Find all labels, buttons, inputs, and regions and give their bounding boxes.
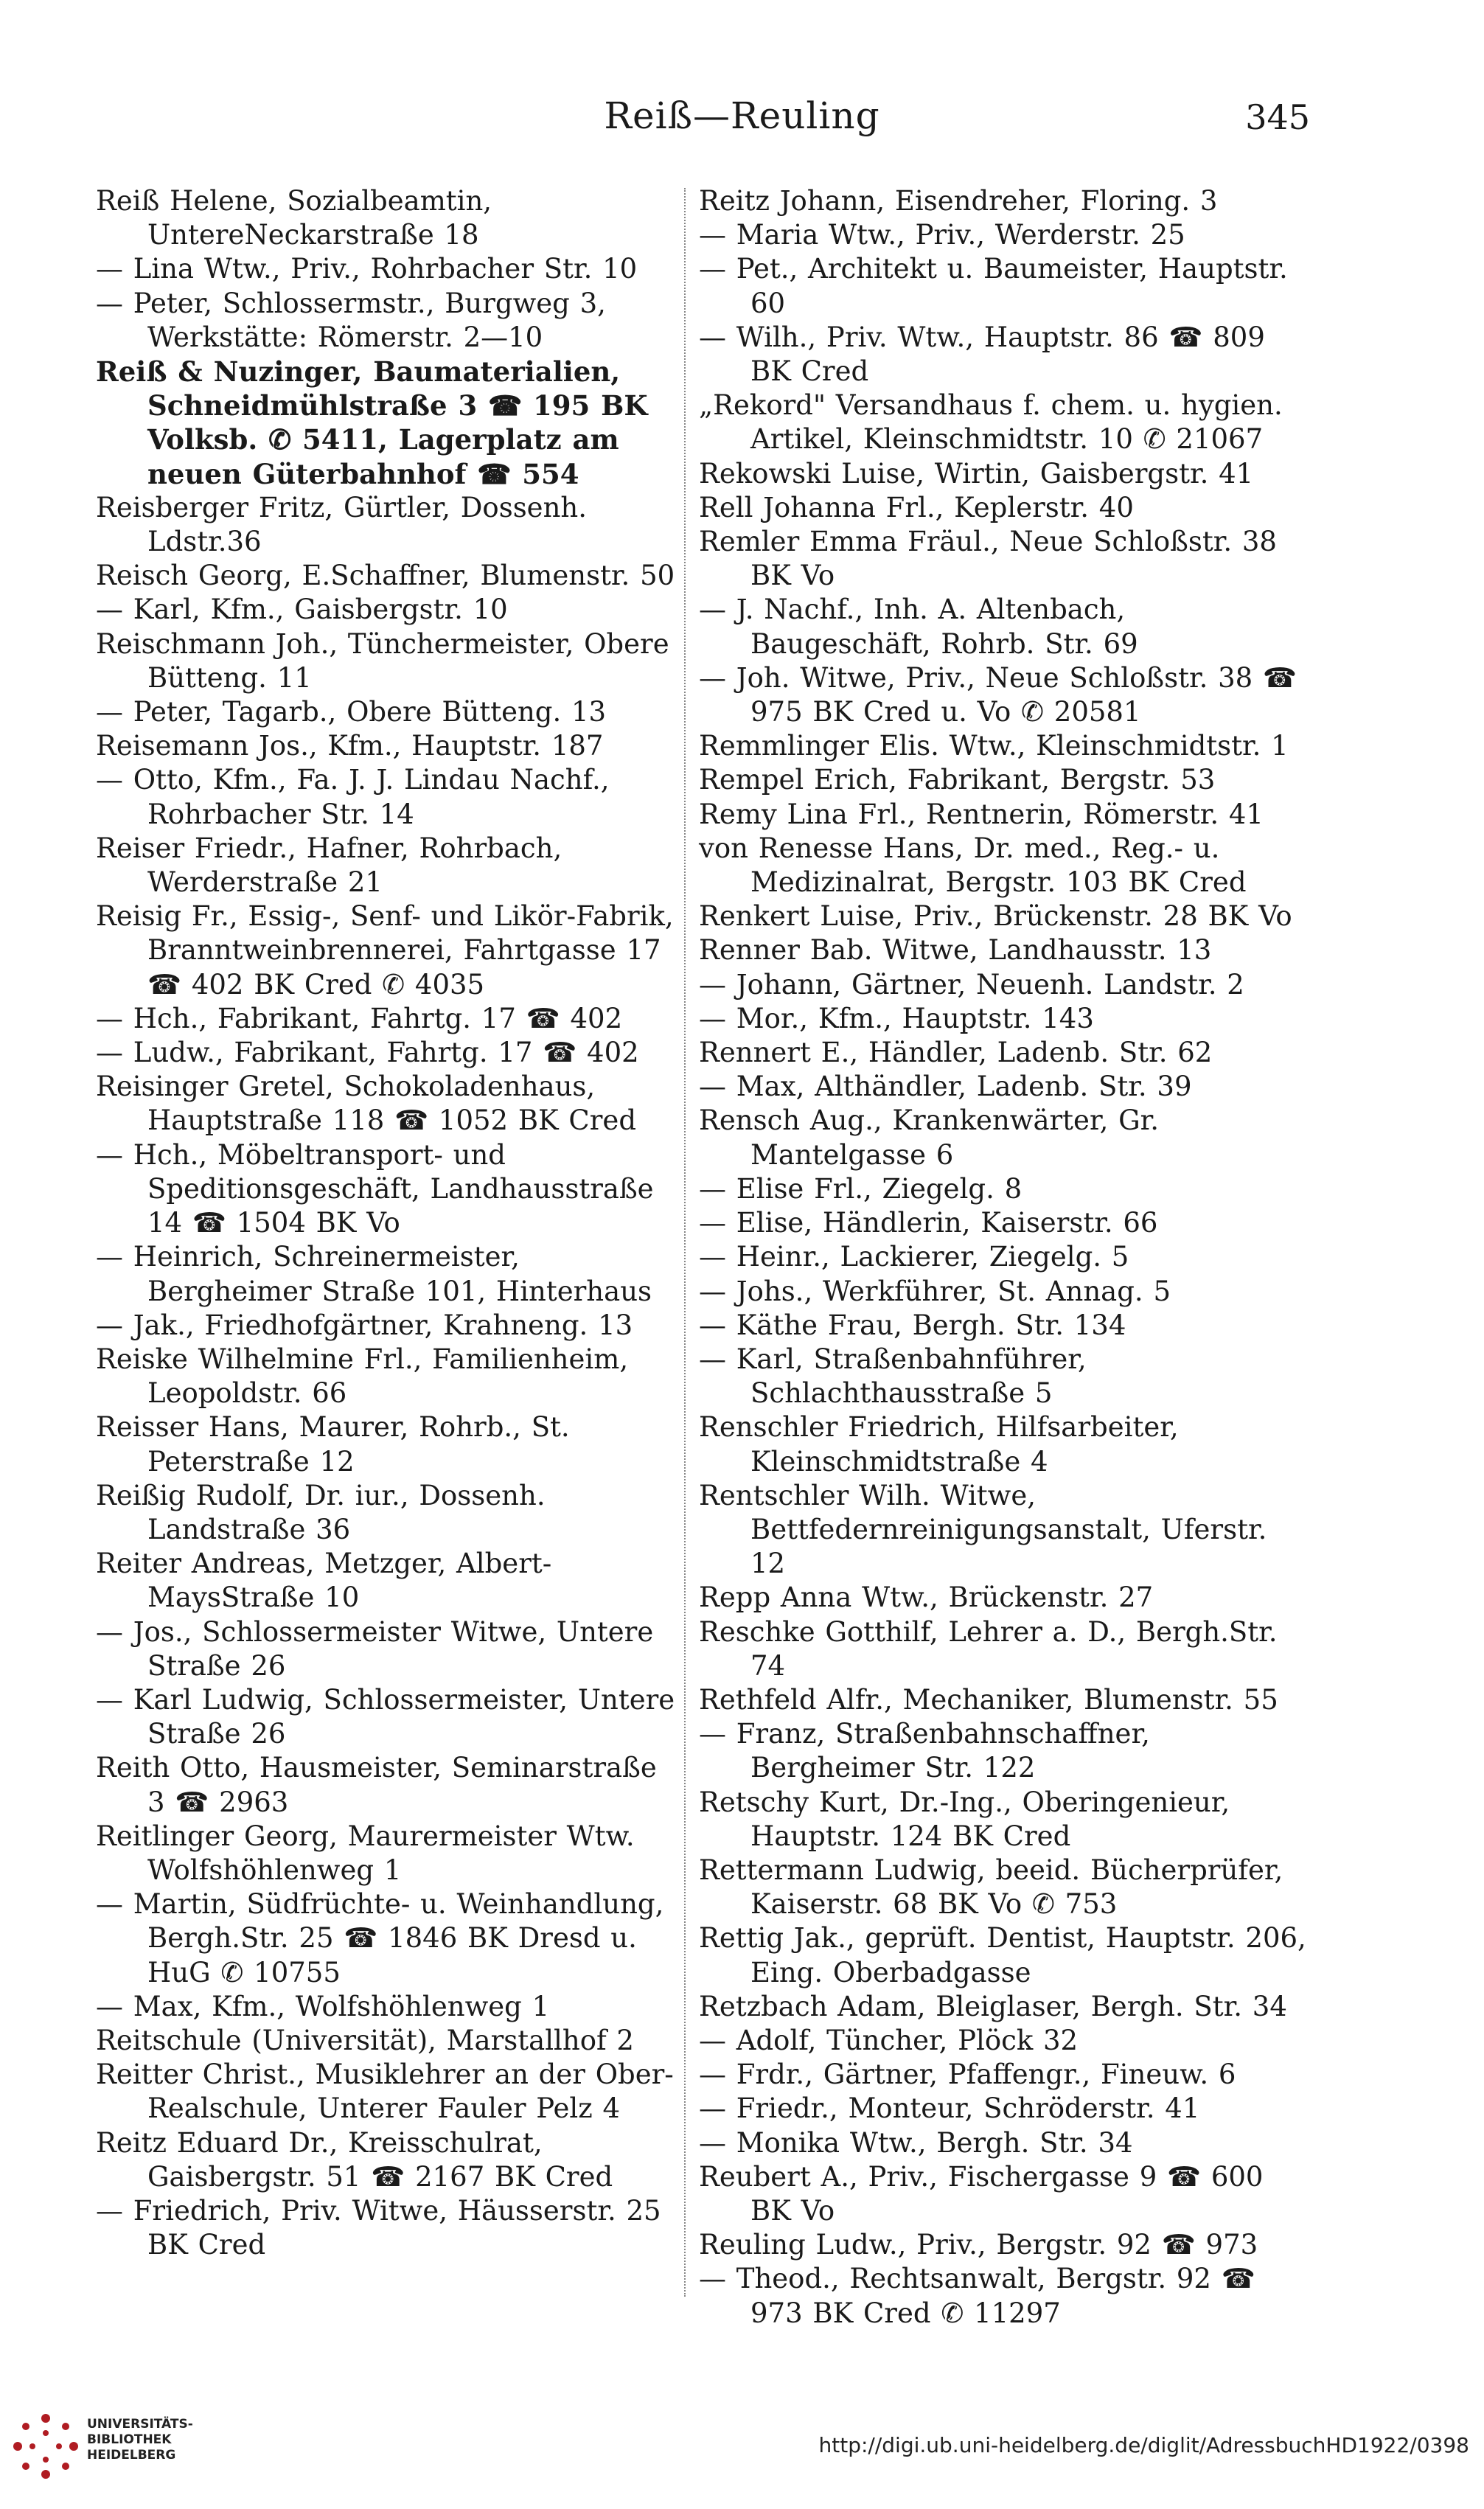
directory-entry: Reubert A., Priv., Fischergasse 9 ☎ 600 BK Vo [699, 2160, 1264, 2227]
directory-entry: — J. Nachf., Inh. A. Altenbach, Baugeschäft, Rohrb. Str. 69 [699, 594, 1138, 660]
directory-entry: Reuling Ludw., Priv., Bergstr. 92 ☎ 973 [699, 2229, 1258, 2261]
directory-entry: — Pet., Architekt u. Baumeister, Hauptstr. 60 [699, 253, 1288, 319]
left-column [96, 184, 678, 2300]
directory-entry: Reitter Christ., Musiklehrer an der Ober-Realschule, Unterer Fauler Pelz 4 [96, 2059, 674, 2125]
directory-entry: — Franz, Straßenbahnschaffner, Bergheimer Str. 122 [699, 1718, 1150, 1784]
directory-entry: — Frdr., Gärtner, Pfaffengr., Fineuw. 6 [699, 2059, 1236, 2091]
column-divider [684, 188, 686, 2297]
directory-entry: — Adolf, Tüncher, Plöck 32 [699, 2024, 1079, 2056]
right-column [699, 184, 1311, 2329]
directory-entry: — Mor., Kfm., Hauptstr. 143 [699, 1002, 1094, 1034]
directory-entry: Rettermann Ludwig, beeid. Bücherprüfer, Kaiserstr. 68 BK Vo ✆ 753 [699, 1854, 1283, 1921]
directory-entry: — Johs., Werkführer, St. Annag. 5 [699, 1275, 1171, 1307]
directory-entry: Retzbach Adam, Bleiglaser, Bergh. Str. 34 [699, 1990, 1287, 2022]
page-header [0, 94, 1484, 153]
directory-entry: Renkert Luise, Priv., Brückenstr. 28 BK Vo [699, 900, 1292, 933]
directory-entry: — Jak., Friedhofgärtner, Krahneng. 13 [96, 1309, 633, 1341]
directory-entry: Retschy Kurt, Dr.-Ing., Oberingenieur, Hauptstr. 124 BK Cred [699, 1786, 1230, 1852]
directory-entry: — Karl, Straßenbahnführer, Schlachthausstraße 5 [699, 1343, 1087, 1410]
directory-entry: Reiß Helene, Sozialbeamtin, UntereNeckarstraße 18 [96, 185, 492, 251]
directory-entry: Rekowski Luise, Wirtin, Gaisbergstr. 41 [699, 457, 1254, 490]
directory-entry: Reißig Rudolf, Dr. iur., Dossenh. Landstraße 36 [96, 1479, 546, 1545]
directory-entry: Reisemann Jos., Kfm., Hauptstr. 187 [96, 730, 604, 762]
directory-entry: Reitlinger Georg, Maurermeister Wtw. Wolfshöhlenweg 1 [96, 1820, 635, 1886]
directory-entry: — Friedrich, Priv. Witwe, Häusserstr. 25 BK Cred [96, 2194, 661, 2261]
directory-entry: — Heinrich, Schreinermeister, Bergheimer Straße 101, Hinterhaus [96, 1241, 652, 1307]
directory-entry: Reisberger Fritz, Gürtler, Dossenh. Ldstr.36 [96, 491, 588, 558]
library-logo-icon [10, 2411, 81, 2482]
directory-entry: — Peter, Tagarb., Obere Bütteng. 13 [96, 696, 607, 728]
directory-entry: — Friedr., Monteur, Schröderstr. 41 [699, 2092, 1200, 2125]
directory-entry: — Maria Wtw., Priv., Werderstr. 25 [699, 219, 1185, 251]
directory-entry: Reschke Gotthilf, Lehrer a. D., Bergh.Str. 74 [699, 1615, 1278, 1682]
directory-entry: Remmlinger Elis. Wtw., Kleinschmidtstr. 1 [699, 730, 1289, 762]
page-title: Reiß—Reuling [604, 94, 880, 137]
directory-entry: — Max, Kfm., Wolfshöhlenweg 1 [96, 1990, 550, 2022]
directory-entry: — Theod., Rechtsanwalt, Bergstr. 92 ☎ 973 BK Cred ✆ 11297 [699, 2263, 1255, 2329]
directory-entry: Rensch Aug., Krankenwärter, Gr. Mantelgasse 6 [699, 1104, 1160, 1171]
directory-entry: Rell Johanna Frl., Keplerstr. 40 [699, 491, 1134, 523]
directory-entry: Reiser Friedr., Hafner, Rohrbach, Werderstraße 21 [96, 832, 562, 899]
directory-entry: von Renesse Hans, Dr. med., Reg.- u. Medizinalrat, Bergstr. 103 BK Cred [699, 832, 1247, 899]
library-line: HEIDELBERG [87, 2448, 176, 2463]
source-url[interactable]: http://digi.ub.uni-heidelberg.de/diglit/AdressbuchHD1922/0398 [818, 2433, 1469, 2457]
directory-entry: Rentschler Wilh. Witwe, Bettfedernreinigungsanstalt, Uferstr. 12 [699, 1479, 1267, 1580]
directory-entry: Reisinger Gretel, Schokoladenhaus, Hauptstraße 118 ☎ 1052 BK Cred [96, 1071, 637, 1137]
directory-entry: — Käthe Frau, Bergh. Str. 134 [699, 1309, 1126, 1341]
directory-entry: Renner Bab. Witwe, Landhausstr. 13 [699, 934, 1212, 967]
directory-entry: Remy Lina Frl., Rentnerin, Römerstr. 41 [699, 798, 1264, 830]
directory-entry: — Max, Althändler, Ladenb. Str. 39 [699, 1071, 1192, 1103]
directory-entry: — Elise Frl., Ziegelg. 8 [699, 1172, 1023, 1205]
directory-entry: Reisser Hans, Maurer, Rohrb., St. Peterstraße 12 [96, 1411, 570, 1478]
directory-entry: Rempel Erich, Fabrikant, Bergstr. 53 [699, 764, 1216, 796]
directory-entry: Reisch Georg, E.Schaffner, Blumenstr. 50 [96, 560, 675, 592]
directory-entry: — Hch., Fabrikant, Fahrtg. 17 ☎ 402 [96, 1002, 623, 1034]
directory-entry: Reischmann Joh., Tünchermeister, Obere Bütteng. 11 [96, 627, 669, 694]
directory-entry: „Rekord" Versandhaus f. chem. u. hygien. Artikel, Kleinschmidtstr. 10 ✆ 21067 [699, 389, 1283, 456]
directory-entry: Repp Anna Wtw., Brückenstr. 27 [699, 1581, 1154, 1614]
directory-entry: — Johann, Gärtner, Neuenh. Landstr. 2 [699, 968, 1244, 1001]
directory-entry: Reiske Wilhelmine Frl., Familienheim, Leopoldstr. 66 [96, 1343, 629, 1410]
directory-entry: Rethfeld Alfr., Mechaniker, Blumenstr. 55 [699, 1683, 1278, 1716]
library-name [87, 2417, 193, 2463]
directory-entry: — Otto, Kfm., Fa. J. J. Lindau Nachf., Rohrbacher Str. 14 [96, 764, 610, 830]
directory-entry: Reitz Johann, Eisendreher, Floring. 3 [699, 185, 1218, 217]
directory-entry: — Peter, Schlossermstr., Burgweg 3, Werkstätte: Römerstr. 2—10 [96, 287, 606, 353]
directory-entry: — Heinr., Lackierer, Ziegelg. 5 [699, 1241, 1129, 1273]
directory-entry: — Karl, Kfm., Gaisbergstr. 10 [96, 594, 508, 626]
directory-entry: Rennert E., Händler, Ladenb. Str. 62 [699, 1037, 1213, 1069]
page-footer [0, 2389, 1484, 2509]
directory-entry: Renschler Friedrich, Hilfsarbeiter, Kleinschmidtstraße 4 [699, 1411, 1179, 1478]
directory-entry: — Lina Wtw., Priv., Rohrbacher Str. 10 [96, 253, 638, 285]
directory-entry: Reisig Fr., Essig-, Senf- und Likör-Fabrik, Branntweinbrennerei, Fahrtgasse 17 ☎ 402 BK Cred ✆ 4035 [96, 900, 674, 1001]
directory-entry: Reiter Andreas, Metzger, Albert-MaysStraße 10 [96, 1548, 552, 1614]
directory-entry: Remler Emma Fräul., Neue Schloßstr. 38 BK Vo [699, 526, 1277, 592]
page-number: 345 [1245, 97, 1310, 137]
directory-entry: — Jos., Schlossermeister Witwe, Untere Straße 26 [96, 1615, 654, 1682]
directory-entry: Reiß & Nuzinger, Baumaterialien, Schneidmühlstraße 3 ☎ 195 BK Volksb. ✆ 5411, Lagerplatz am neuen Güterbahnhof ☎ 554 [96, 355, 648, 490]
directory-entry: — Monika Wtw., Bergh. Str. 34 [699, 2126, 1133, 2159]
library-line: BIBLIOTHEK [87, 2432, 172, 2447]
directory-entry: Reitschule (Universität), Marstallhof 2 [96, 2024, 634, 2056]
directory-entry: — Karl Ludwig, Schlossermeister, Untere Straße 26 [96, 1683, 675, 1750]
directory-entry: — Wilh., Priv. Wtw., Hauptstr. 86 ☎ 809 BK Cred [699, 321, 1265, 388]
directory-entry: — Joh. Witwe, Priv., Neue Schloßstr. 38 ☎ 975 BK Cred u. Vo ✆ 20581 [699, 661, 1297, 728]
directory-entry: — Elise, Händlerin, Kaiserstr. 66 [699, 1207, 1158, 1239]
directory-entry: — Martin, Südfrüchte- u. Weinhandlung, Bergh.Str. 25 ☎ 1846 BK Dresd u. HuG ✆ 10755 [96, 1888, 664, 1988]
directory-entry: — Ludw., Fabrikant, Fahrtg. 17 ☎ 402 [96, 1037, 639, 1069]
directory-entry: Reith Otto, Hausmeister, Seminarstraße 3 ☎ 2963 [96, 1752, 657, 1818]
directory-entry: — Hch., Möbeltransport- und Speditionsgeschäft, Landhausstraße 14 ☎ 1504 BK Vo [96, 1138, 654, 1239]
directory-entry: Reitz Eduard Dr., Kreisschulrat, Gaisbergstr. 51 ☎ 2167 BK Cred [96, 2126, 613, 2193]
directory-entry: Rettig Jak., geprüft. Dentist, Hauptstr. 206, Eing. Oberbadgasse [699, 1922, 1306, 1988]
library-line: UNIVERSITÄTS- [87, 2417, 193, 2432]
